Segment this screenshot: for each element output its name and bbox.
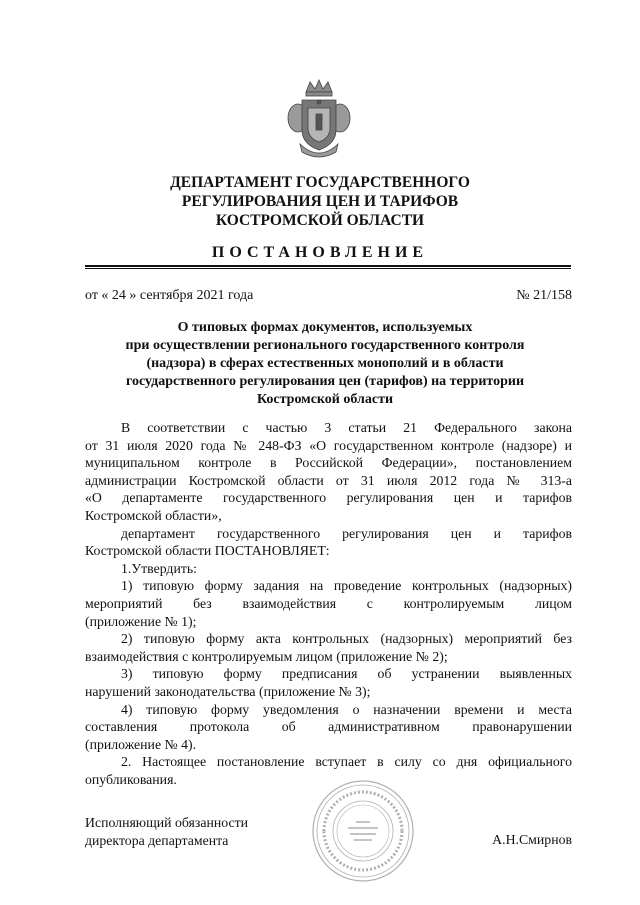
header-divider: [85, 265, 571, 267]
body-line: опубликования.: [85, 771, 177, 787]
header-divider-thin: [85, 268, 571, 269]
body-line: 1) типовую форму задания на проведение контрольных (надзорных): [121, 578, 572, 594]
body-line: администрации Костромской области от 31 июля 2012 года № 313-а: [85, 472, 572, 488]
body-line: В соответствии с частью 3 статьи 21 Федерального закона: [121, 420, 572, 435]
body-line: мероприятий без взаимодействия с контролируемым лицом: [85, 595, 572, 611]
body-line: муниципальном контроле в Российской Федерации», постановлением: [85, 455, 572, 471]
department-line: ДЕПАРТАМЕНТ ГОСУДАРСТВЕННОГО: [170, 174, 470, 191]
list-item: [85, 577, 572, 630]
document-body: [85, 419, 572, 788]
preamble-paragraph: [85, 419, 572, 525]
body-line: составления протокола об административном правонарушении: [85, 719, 572, 735]
list-item: [85, 665, 572, 700]
body-line: Костромской области ПОСТАНОВЛЯЕТ:: [85, 543, 330, 559]
body-line: департамент государственного регулирования цен и тарифов: [121, 525, 572, 541]
subject-line: Костромской области: [256, 392, 394, 407]
list-item: [85, 630, 572, 665]
approve-clause: 1.Утвердить:: [121, 560, 197, 576]
subject-line: О типовых формах документов, используемых: [177, 320, 473, 335]
subject-line: (надзора) в сферах естественных монополий и в области: [146, 356, 504, 371]
body-line: взаимодействия с контролируемым лицом (приложение № 2);: [85, 648, 448, 664]
body-line: 3) типовую форму предписания об устранении выявленных: [121, 666, 572, 682]
document-subject: [90, 319, 560, 409]
department-name: [80, 173, 560, 230]
body-line: (приложение № 1);: [85, 613, 197, 629]
coat-of-arms-emblem: [286, 78, 352, 162]
body-line: нарушений законодательства (приложение № 3);: [85, 683, 371, 699]
signatory-position-line: Исполняющий обязанности: [85, 815, 248, 830]
body-line: 2. Настоящее постановление вступает в силу со дня официального: [121, 754, 572, 770]
signatory-position-line: директора департамента: [85, 833, 229, 848]
body-line: Костромской области»,: [85, 507, 222, 523]
body-line: «О департаменте государственного регулирования цен и тарифов: [85, 490, 572, 506]
subject-line: государственного регулирования цен (тарифов) на территории: [125, 374, 525, 389]
body-line: 4) типовую форму уведомления о назначении времени и места: [121, 701, 572, 717]
department-line: КОСТРОМСКОЙ ОБЛАСТИ: [215, 212, 425, 229]
resolves-paragraph: [85, 525, 572, 560]
list-item: [85, 701, 572, 754]
document-number: № 21/158: [516, 288, 572, 303]
signatory-position: [85, 814, 248, 850]
body-line: 2) типовую форму акта контрольных (надзорных) мероприятий без: [121, 631, 572, 647]
subject-line: при осуществлении регионального государственного контроля: [125, 338, 525, 353]
official-seal-stamp: [310, 778, 416, 884]
document-type-title: ПОСТАНОВЛЕНИЕ: [211, 244, 429, 261]
body-line: от 31 июля 2020 года № 248-ФЗ «О государственном контроле (надзоре) и: [85, 437, 572, 453]
signatory-name: А.Н.Смирнов: [492, 832, 572, 847]
body-line: (приложение № 4).: [85, 736, 197, 752]
department-line: РЕГУЛИРОВАНИЯ ЦЕН И ТАРИФОВ: [181, 193, 459, 210]
document-date: от « 24 » сентября 2021 года: [85, 288, 254, 303]
